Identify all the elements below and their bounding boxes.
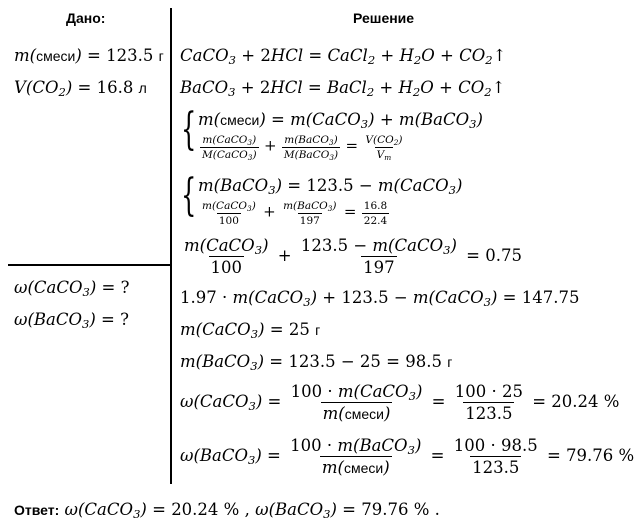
- result-w-caco3: ω(CaCO$_3$) = $\frac{100 \cdot m(CaCO_3)}{\text{m(смеси)}}$ = $\frac{100 \cdot 25}{123.5}$ = 20.24 %: [180, 382, 620, 423]
- system1-brace: {: [181, 104, 197, 155]
- given-co2-volume: $V(CO_2) = 16.8$ л: [14, 78, 147, 99]
- divider-horizontal: [8, 264, 171, 266]
- equation-combined: $\frac{m(CaCO_3)}{100}$ + $\frac{123.5 - m(CaCO_3)}{197}$ = 0.75: [184, 236, 522, 277]
- result-m-baco3: m(BaCO$_3$) = 123.5 − 25 = 98.5 г: [180, 352, 453, 373]
- system2-brace: {: [181, 170, 197, 221]
- given-header: Дано:: [66, 10, 106, 26]
- system1-line2: $\frac{m(CaCO_3)}{M(CaCO_3)}$ + $\frac{m(BaCO_3)}{M(BaCO_3)}$ = $\frac{V(CO_2)}{V_m}$: [202, 134, 403, 162]
- reaction-baco3: BaCO$_3$ + 2HCl = BaCl$_2$ + $H_2O$ + $CO_2↑$: [180, 78, 506, 99]
- system2-line2: $\frac{m(CaCO_3)}{100}$ + $\frac{m(BaCO_3)}{197}$ = $\frac{16.8}{22.4}$: [202, 200, 388, 227]
- solution-header: Решение: [353, 10, 415, 26]
- given-mixture-mass: m(смеси) = 123.5 г: [14, 46, 164, 65]
- system1-line1: m(смеси) = m(CaCO$_3$) + m(BaCO$_3$): [198, 110, 483, 131]
- divider-vertical: [170, 8, 172, 484]
- system2-line1: m(BaCO$_3$) = 123.5 − m(CaCO$_3$): [198, 176, 463, 197]
- find-w-baco3: ω(BaCO$_3$) = ?: [14, 310, 129, 331]
- answer-line: Ответ: ω(CaCO$_3$) = 20.24 % , ω(BaCO$_3$) = 79.76 % .: [14, 500, 440, 521]
- reaction-caco3: CaCO$_3$ + 2HCl = CaCl$_2$ + $H_2O$ + $CO_2↑$: [180, 46, 507, 67]
- result-m-caco3: m(CaCO$_3$) = 25 г: [180, 320, 321, 341]
- equation-simplified: 1.97 · m(CaCO$_3$) + 123.5 − m(CaCO$_3$) = 147.75: [180, 288, 580, 309]
- find-w-caco3: ω(CaCO$_3$) = ?: [14, 278, 130, 299]
- result-w-baco3: ω(BaCO$_3$) = $\frac{100 \cdot m(BaCO_3)}{\text{m(смеси)}}$ = $\frac{100 \cdot 98.5}{123.5}$ = 79.76 %: [180, 436, 634, 477]
